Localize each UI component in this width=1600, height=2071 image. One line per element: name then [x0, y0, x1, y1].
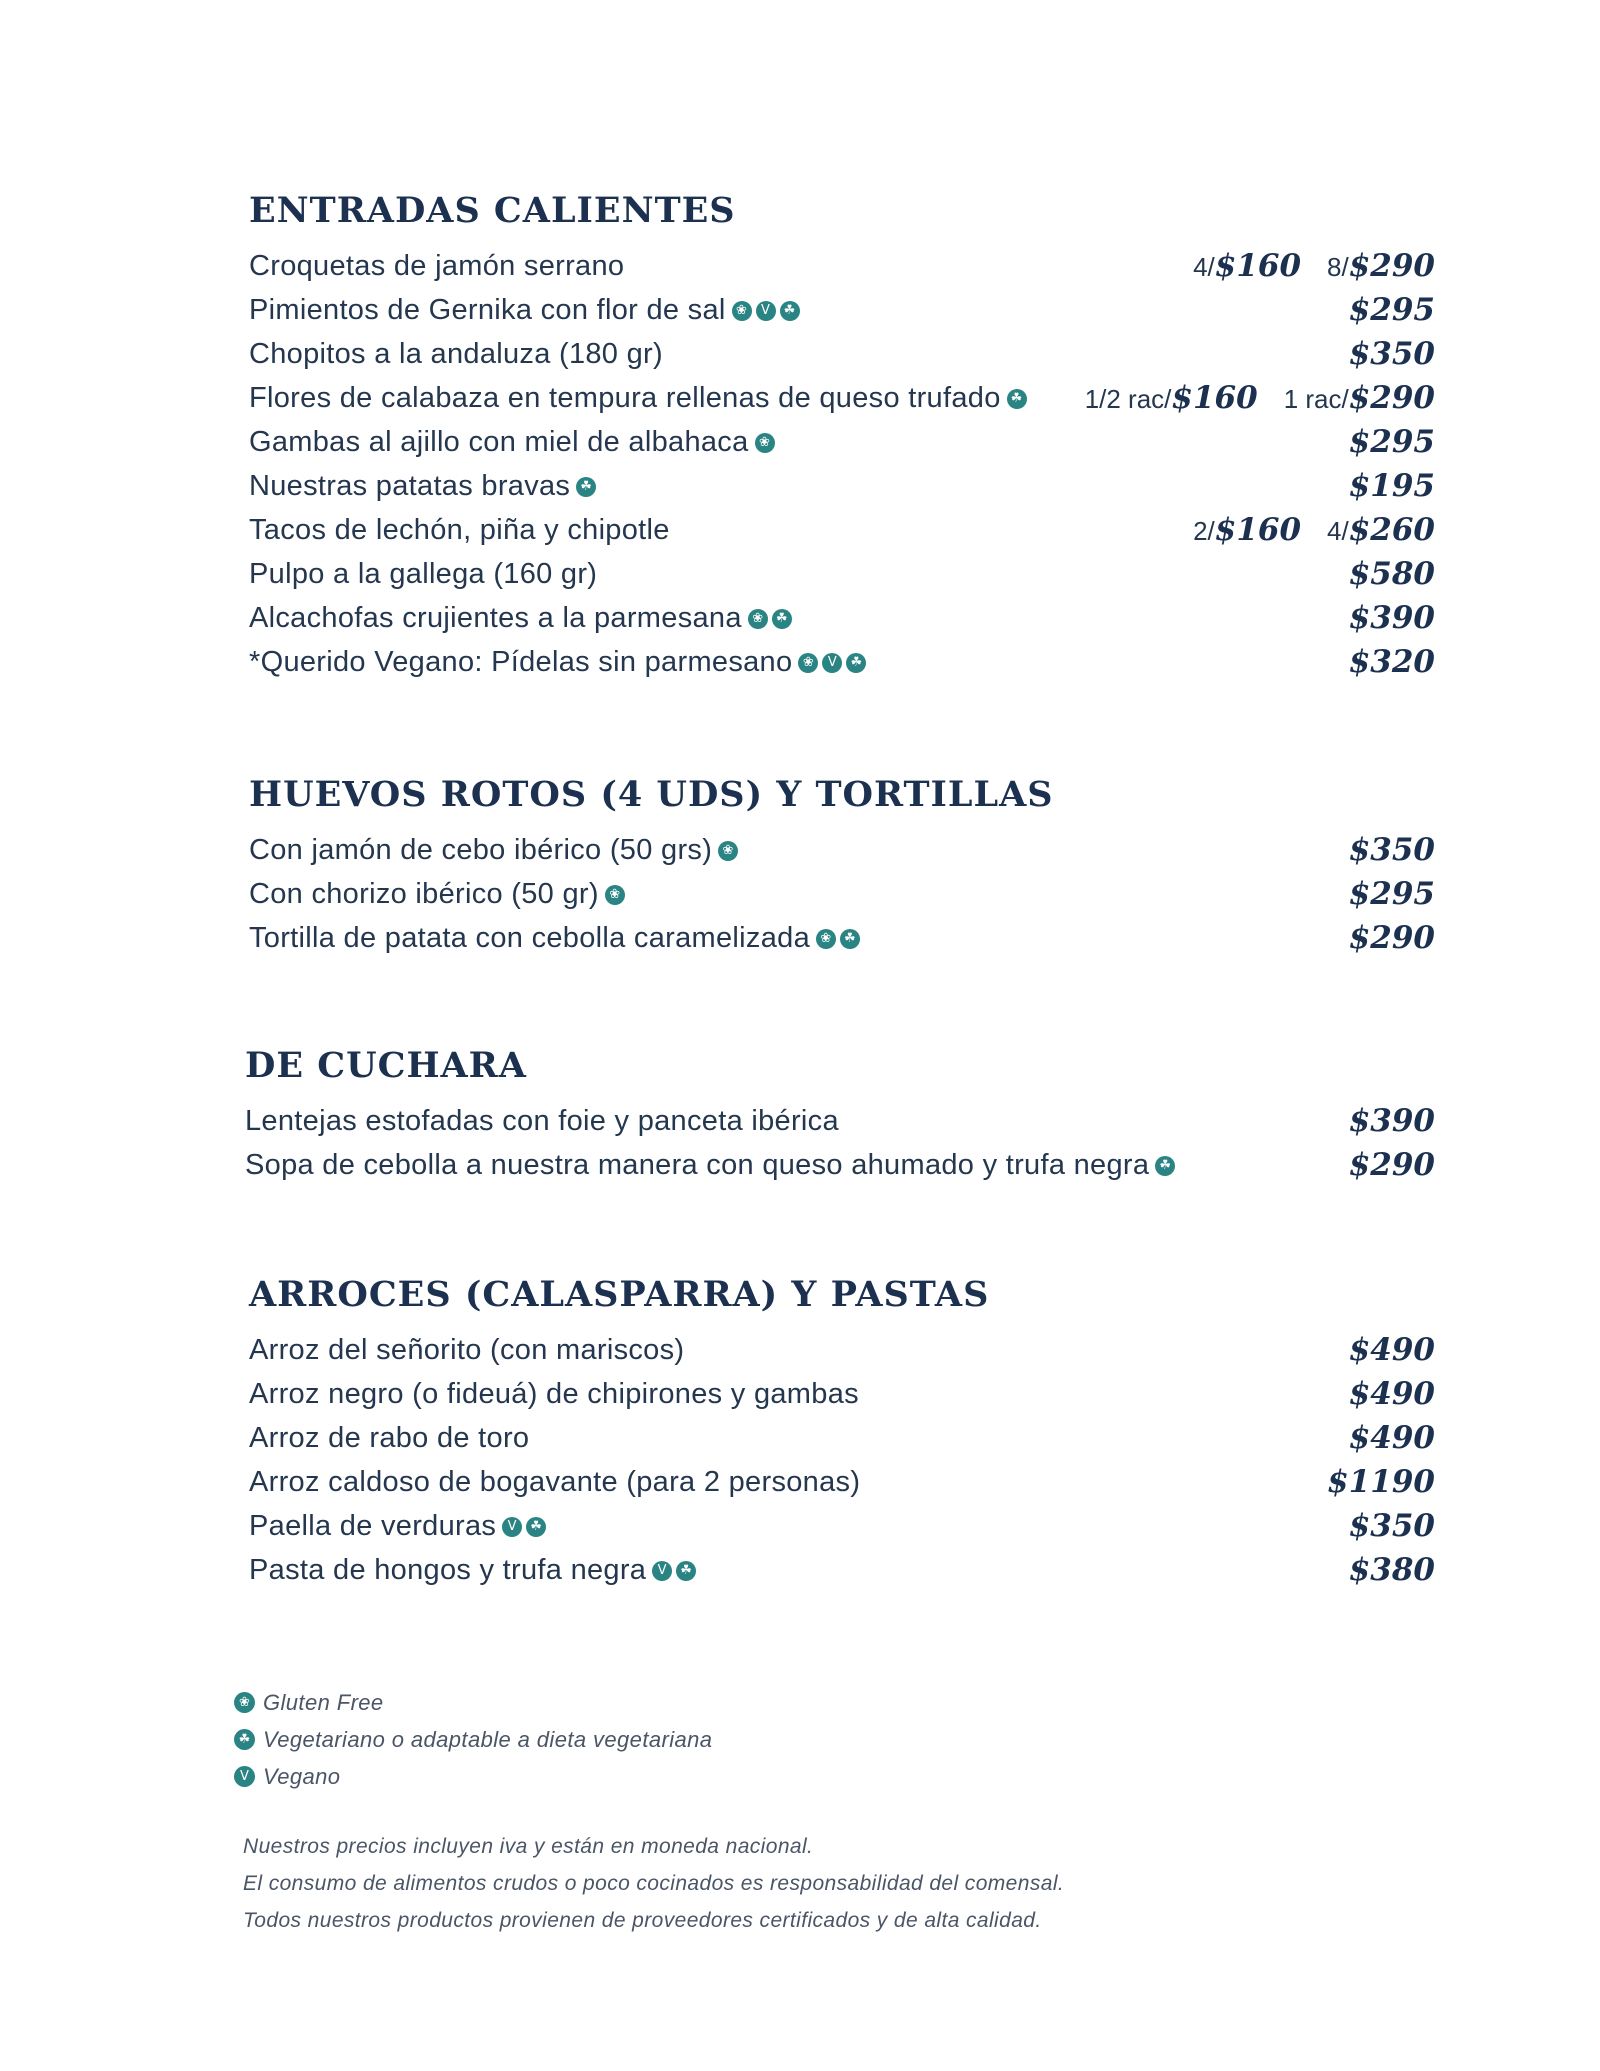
menu-item-label: Gambas al ajillo con miel de albahaca [249, 426, 749, 458]
menu-item-label: Arroz caldoso de bogavante (para 2 personas) [249, 1466, 861, 1498]
price-option [1284, 376, 1435, 426]
menu-item-name [249, 1548, 700, 1593]
note-line: Nuestros precios incluyen iva y están en moneda nacional. [243, 1835, 814, 1858]
menu-item-label: Chopitos a la andaluza (180 gr) [249, 338, 663, 370]
gluten-free-icon: ❀ [718, 841, 738, 861]
menu-item-name [249, 244, 624, 288]
vegetarian-leaf-icon: ☘ [576, 477, 596, 497]
dietary-badges [502, 1503, 550, 1547]
dietary-badges [576, 463, 600, 507]
price-option [1349, 828, 1435, 878]
price-option [1193, 508, 1301, 558]
section-arroces-pastas [249, 1274, 1435, 1592]
price-option [1349, 288, 1435, 338]
item-list [249, 1328, 1435, 1592]
menu-item [249, 1504, 1435, 1548]
dietary-badges [1155, 1142, 1179, 1186]
vegetarian-leaf-icon: ☘ [772, 609, 792, 629]
vegetarian-leaf-icon: ☘ [676, 1561, 696, 1581]
menu-item-label: Croquetas de jamón serrano [249, 250, 625, 282]
item-list [249, 244, 1435, 684]
price-value: $350 [1348, 336, 1435, 372]
price-portion: 1 rac/ [1283, 384, 1349, 414]
menu-item-name [249, 828, 742, 873]
menu-item-prices [1323, 464, 1435, 514]
menu-item-prices [1323, 872, 1435, 922]
dietary-badges [1007, 375, 1031, 419]
price-option [1349, 332, 1435, 382]
vegetarian-leaf-icon: ☘ [234, 1729, 255, 1750]
vegetarian-leaf-icon: ☘ [846, 653, 866, 673]
legend-label: Vegetariano o adaptable a dieta vegetariana [263, 1726, 713, 1752]
price-option [1085, 376, 1258, 426]
menu-item-prices [1323, 1372, 1435, 1422]
price-value: $160 [1214, 512, 1302, 548]
menu-item-label: Con chorizo ibérico (50 gr) [249, 878, 599, 910]
menu-item-label: Pasta de hongos y trufa negra [249, 1554, 647, 1586]
menu-item-label: Flores de calabaza en tempura rellenas de queso trufado [249, 382, 1001, 414]
menu-item-name [249, 464, 600, 509]
price-portion: 4/ [1327, 516, 1349, 546]
menu-item-name [249, 1416, 529, 1460]
menu-item [249, 508, 1435, 552]
price-option [1349, 552, 1435, 602]
menu-item-label: Arroz del señorito (con mariscos) [249, 1334, 685, 1366]
price-option [1349, 1372, 1435, 1422]
menu-item [249, 1548, 1435, 1592]
price-value: $490 [1348, 1376, 1435, 1412]
price-value: $290 [1348, 380, 1435, 416]
menu-item-prices [1323, 1099, 1435, 1149]
menu-item-name [249, 288, 804, 333]
legend-item [234, 1720, 712, 1757]
menu-item-label: Paella de verduras [249, 1510, 497, 1542]
note-line: Todos nuestros productos provienen de proveedores certificados y de alta calidad. [243, 1909, 1042, 1932]
section-title: ENTRADAS CALIENTES [249, 190, 736, 231]
price-value: $195 [1348, 468, 1435, 504]
gluten-free-icon: ❀ [234, 1692, 255, 1713]
price-option [1349, 596, 1435, 646]
menu-item-name [249, 552, 597, 596]
menu-item-prices [1323, 640, 1435, 690]
menu-item [249, 376, 1435, 420]
vegetarian-leaf-icon: ☘ [840, 929, 860, 949]
menu-item-prices [1323, 1548, 1435, 1598]
legend-item [234, 1683, 712, 1720]
price-value: $295 [1348, 876, 1435, 912]
price-option [1349, 1143, 1435, 1193]
gluten-free-icon: ❀ [732, 301, 752, 321]
price-value: $390 [1348, 1103, 1435, 1139]
price-portion: 2/ [1193, 516, 1215, 546]
price-value: $350 [1348, 832, 1435, 868]
menu-item [249, 828, 1435, 872]
menu-item-prices [1323, 332, 1435, 382]
menu-item [249, 420, 1435, 464]
price-value: $490 [1348, 1332, 1435, 1368]
menu-item-prices [1323, 828, 1435, 878]
price-option [1193, 244, 1301, 294]
gluten-free-icon: ❀ [605, 885, 625, 905]
menu-item [249, 640, 1435, 684]
item-list [249, 828, 1435, 960]
vegetarian-leaf-icon: ☘ [1155, 1156, 1175, 1176]
menu-item [249, 916, 1435, 960]
price-option [1349, 872, 1435, 922]
price-value: $295 [1348, 292, 1435, 328]
dietary-badges [718, 827, 742, 871]
section-de-cuchara [245, 1045, 1435, 1187]
price-portion: 1/2 rac/ [1084, 384, 1172, 414]
vegetarian-leaf-icon: ☘ [780, 301, 800, 321]
menu-item-prices [1323, 552, 1435, 602]
price-option [1327, 508, 1435, 558]
price-option [1349, 464, 1435, 514]
menu-item [249, 1460, 1435, 1504]
menu-item-name [249, 332, 663, 376]
item-list [245, 1099, 1435, 1187]
price-value: $290 [1348, 920, 1435, 956]
menu-item-name [249, 916, 864, 961]
price-option [1349, 1416, 1435, 1466]
price-option [1349, 420, 1435, 470]
price-value: $320 [1348, 644, 1435, 680]
menu-item [249, 552, 1435, 596]
vegan-v-icon: V [652, 1561, 672, 1581]
price-value: $380 [1348, 1552, 1435, 1588]
vegetarian-leaf-icon: ☘ [1007, 389, 1027, 409]
menu-item-prices [1323, 1416, 1435, 1466]
price-portion: 8/ [1327, 252, 1349, 282]
menu-item-name [249, 1328, 684, 1372]
price-portion: 4/ [1193, 252, 1215, 282]
price-option [1349, 916, 1435, 966]
price-value: $160 [1171, 380, 1258, 416]
price-option [1349, 1099, 1435, 1149]
footer-notes [243, 1828, 1064, 1939]
dietary-badges [605, 871, 629, 915]
vegan-v-icon: V [234, 1766, 255, 1787]
dietary-badges [732, 287, 804, 331]
section-title: ARROCES (CALASPARRA) Y PASTAS [249, 1274, 990, 1315]
price-value: $490 [1348, 1420, 1435, 1456]
dietary-badges [652, 1547, 700, 1591]
price-value: $290 [1348, 1147, 1435, 1183]
menu-item [249, 464, 1435, 508]
menu-item-prices [1323, 1328, 1435, 1378]
dietary-badges [755, 419, 779, 463]
menu-item-prices [1301, 1460, 1435, 1510]
menu-item-label: Arroz de rabo de toro [249, 1422, 530, 1454]
menu-item-name [249, 596, 796, 641]
menu-item [249, 288, 1435, 332]
section-title: HUEVOS ROTOS (4 UDS) Y TORTILLAS [249, 774, 1054, 815]
menu-item-prices [1323, 916, 1435, 966]
vegan-v-icon: V [756, 301, 776, 321]
price-value: $1190 [1327, 1464, 1435, 1500]
menu-item-prices [1167, 508, 1435, 558]
menu-item-label: Tortilla de patata con cebolla caramelizada [249, 922, 810, 954]
legend-label: Gluten Free [263, 1689, 384, 1715]
menu-item [245, 1143, 1435, 1187]
gluten-free-icon: ❀ [798, 653, 818, 673]
legend-item [234, 1757, 712, 1794]
menu-item-name [249, 1460, 860, 1504]
vegan-v-icon: V [822, 653, 842, 673]
menu-item-prices [1323, 420, 1435, 470]
menu-item-label: *Querido Vegano: Pídelas sin parmesano [249, 646, 793, 678]
menu-item-name [249, 1372, 859, 1416]
menu-item-label: Nuestras patatas bravas [249, 470, 571, 502]
section-huevos-rotos [249, 774, 1435, 960]
menu-item [249, 872, 1435, 916]
menu-item [249, 1416, 1435, 1460]
note-line: El consumo de alimentos crudos o poco cocinados es responsabilidad del comensal. [243, 1872, 1065, 1895]
price-option [1349, 1548, 1435, 1598]
gluten-free-icon: ❀ [755, 433, 775, 453]
menu-item-label: Alcachofas crujientes a la parmesana [249, 602, 742, 634]
dietary-legend [234, 1683, 712, 1794]
menu-item-name [249, 872, 629, 917]
menu-item-label: Lentejas estofadas con foie y panceta ibérica [245, 1105, 839, 1137]
price-value: $580 [1348, 556, 1435, 592]
menu-item-label: Pulpo a la gallega (160 gr) [249, 558, 598, 590]
menu-item-prices [1323, 288, 1435, 338]
vegetarian-leaf-icon: ☘ [526, 1517, 546, 1537]
vegan-v-icon: V [502, 1517, 522, 1537]
menu-item [249, 244, 1435, 288]
gluten-free-icon: ❀ [816, 929, 836, 949]
menu-item-prices [1323, 1504, 1435, 1554]
dietary-badges [748, 595, 796, 639]
menu-item-name [245, 1099, 839, 1143]
menu-item [249, 596, 1435, 640]
price-value: $160 [1214, 248, 1302, 284]
menu-item-prices [1323, 1143, 1435, 1193]
section-title: DE CUCHARA [245, 1045, 527, 1086]
menu-item [249, 1372, 1435, 1416]
price-option [1327, 244, 1435, 294]
gluten-free-icon: ❀ [748, 609, 768, 629]
menu-item-prices [1167, 244, 1435, 294]
menu-item-name [249, 420, 779, 465]
menu-item-label: Arroz negro (o fideuá) de chipirones y gambas [249, 1378, 859, 1410]
dietary-badges [798, 639, 870, 683]
menu-item [249, 1328, 1435, 1372]
menu-item-name [249, 640, 870, 685]
price-option [1349, 640, 1435, 690]
price-value: $260 [1348, 512, 1435, 548]
menu-item-name [249, 1504, 550, 1549]
legend-label: Vegano [263, 1763, 341, 1789]
menu-item-name [249, 376, 1031, 421]
menu-item-name [249, 508, 670, 552]
price-value: $390 [1348, 600, 1435, 636]
menu-item-label: Pimientos de Gernika con flor de sal [249, 294, 726, 326]
menu-item [249, 332, 1435, 376]
price-option [1327, 1460, 1435, 1510]
price-value: $290 [1348, 248, 1435, 284]
menu-item-name [245, 1143, 1179, 1188]
dietary-badges [816, 915, 864, 959]
price-value: $350 [1348, 1508, 1435, 1544]
section-entradas-calientes [249, 190, 1435, 684]
menu-item-label: Sopa de cebolla a nuestra manera con queso ahumado y trufa negra [245, 1149, 1150, 1181]
menu-item-prices [1323, 596, 1435, 646]
menu-item-prices [1059, 376, 1435, 426]
menu-item [245, 1099, 1435, 1143]
price-option [1349, 1504, 1435, 1554]
menu-item-label: Con jamón de cebo ibérico (50 grs) [249, 834, 713, 866]
menu-item-label: Tacos de lechón, piña y chipotle [249, 514, 670, 546]
price-value: $295 [1348, 424, 1435, 460]
price-option [1349, 1328, 1435, 1378]
